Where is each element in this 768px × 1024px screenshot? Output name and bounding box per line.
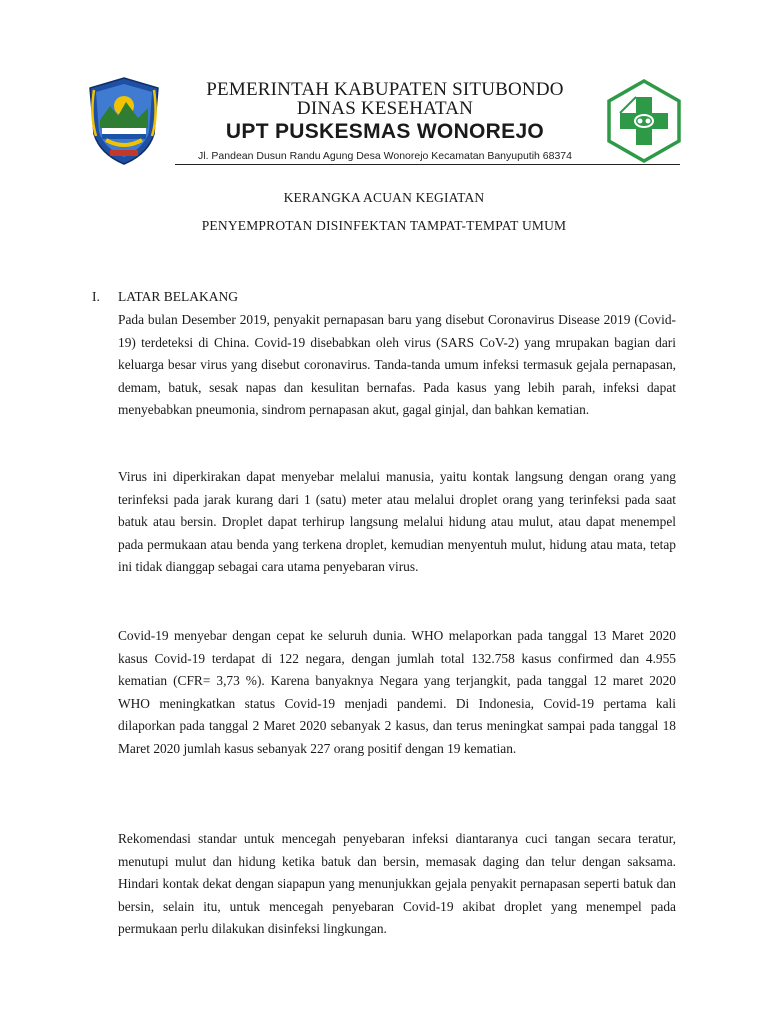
- paragraph-3: Covid-19 menyebar dengan cepat ke seluruh dunia. WHO melaporkan pada tanggal 13 Maret 2020 kasus Covid-19 terdapat di 122 negara, dengan jumlah total 132.758 kasus confirmed dan 4.955 kematian (CFR= 3,73 %). Karena banyaknya Negara yang terjangkit, pada tanggal 12 maret 2020 WHO meningkatkan status Covid-19 menjadi pandemi. Di Indonesia, Covid-19 pertama kali dilaporkan pada tanggal 2 Maret 2020 sebanyak 2 kasus, dan terus meningkat sampai pada tanggal 18 Maret 2020 jumlah kasus sebanyak 227 orang positif dengan 19 kematian.: [118, 628, 676, 756]
- section-number: I.: [92, 289, 100, 304]
- letterhead-institution: UPT PUSKESMAS WONOREJO: [225, 120, 545, 143]
- letterhead-address: Jl. Pandean Dusun Randu Agung Desa Wonorejo Kecamatan Banyuputih 68374: [198, 150, 572, 162]
- situbondo-regency-emblem-icon: [88, 76, 160, 166]
- letterhead-divider: [175, 164, 680, 165]
- letterhead-government: PEMERINTAH KABUPATEN SITUBONDO: [206, 79, 564, 100]
- section-title: LATAR BELAKANG: [118, 289, 239, 304]
- puskesmas-cross-emblem-icon: [605, 79, 683, 163]
- letterhead-department: DINAS KESEHATAN: [296, 98, 474, 119]
- document-subtitle: PENYEMPROTAN DISINFEKTAN TAMPAT-TEMPAT UMUM: [201, 218, 567, 233]
- paragraph-2: Virus ini diperkirakan dapat menyebar melalui manusia, yaitu kontak langsung dengan orang yang terinfeksi pada jarak kurang dari 1 (satu) meter atau melalui droplet orang yang terinfeksi pada saat batuk atau bersin. Droplet dapat terhirup langsung melalui hidung atau mulut, atau dapat menempel pada permukaan atau benda yang terkena droplet, kemudian menyentuh mulut, hidung atau mata, tetap ini tidak dianggap sebagai cara utama penyebaran virus.: [118, 469, 676, 575]
- document-title: KERANGKA ACUAN KEGIATAN: [283, 190, 485, 205]
- paragraph-1: Pada bulan Desember 2019, penyakit pernapasan baru yang disebut Coronavirus Disease 2019 (Covid-19) terdeteksi di China. Covid-19 disebabkan oleh virus (SARS CoV-2) yang mrupakan bagian dari keluarga besar virus yang disebut coronavirus. Tanda-tanda umum infeksi termasuk gejala pernapasan, demam, batuk, sesak napas dan kesulitan bernafas. Pada kasus yang lebih parah, infeksi dapat menyebabkan pneumonia, sindrom pernapasan akut, gagal ginjal, dan bahkan kematian.: [118, 312, 676, 418]
- paragraph-4: Rekomendasi standar untuk mencegah penyebaran infeksi diantaranya cuci tangan secara teratur, menutupi mulut dan hidung ketika batuk dan bersin, memasak daging dan telur dengan saksama. Hindari kontak dekat dengan siapapun yang menunjukkan gejala penyakit pernapasan seperti batuk dan bersin, selain itu, untuk mencegah penyebaran Covid-19 akibat droplet yang menempel pada permukaan perlu dilakukan disinfeksi lingkungan.: [118, 831, 676, 937]
